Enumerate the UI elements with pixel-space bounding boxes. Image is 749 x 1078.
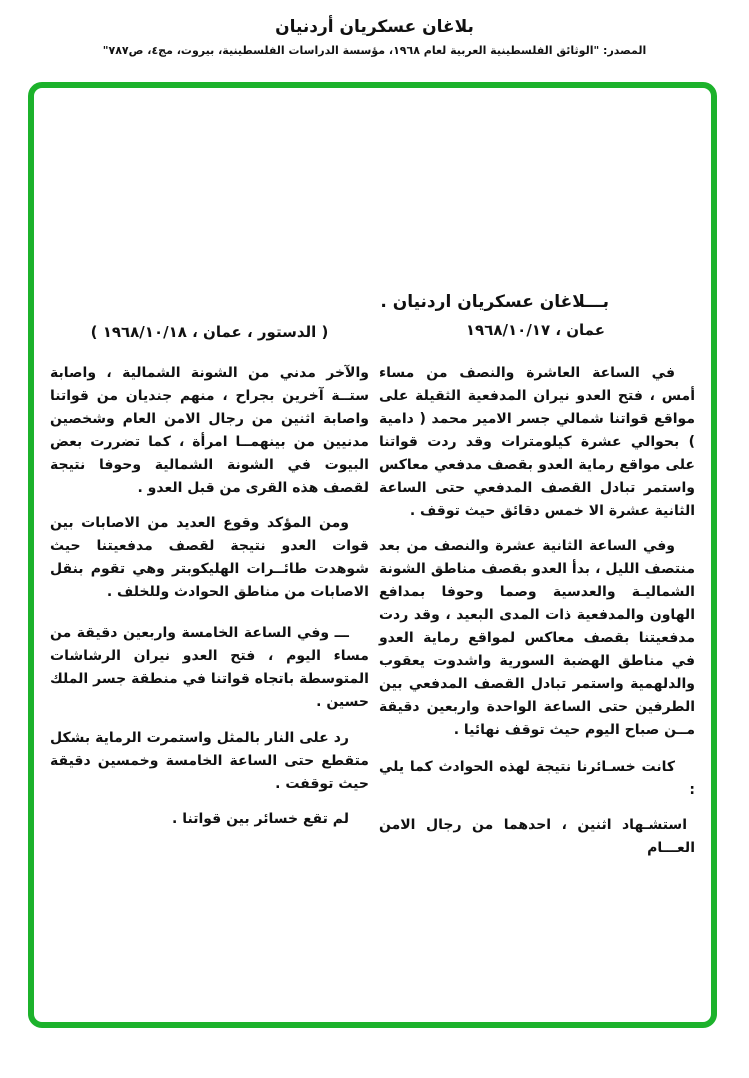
communique-losses-intro: كانت خسـائرنا نتيجة لهذه الحوادث كما يلي : xyxy=(378,759,695,798)
communique-paragraph: والآخر مدني من الشونة الشمالية ، واصابة ستــة آخرين بجراح ، منهم جنديان من قواتنا واصابة اثنين من رجال الامن العام وشخصين مدنيين من بينهمــا امرأة ، كما تضررت بعض البيوت في الشونة الشمالية وحوفا نتيجة لقصف هذه القرى من قبل العدو . xyxy=(50,365,369,496)
communique-column-right xyxy=(379,88,695,1022)
communique-losses-line: استشـهاد اثنين ، احدهما من رجال الامن العـــام xyxy=(378,817,695,856)
communique-dateline-addustour-18-10-1968: ( الدستور ، عمان ، ١٩٦٨/١٠/١٨ ) xyxy=(90,323,329,341)
communique-column-left xyxy=(50,88,369,1022)
document-title: بلاغان عسكريان أردنيان xyxy=(275,17,474,37)
scanned-page-columns xyxy=(34,88,711,1022)
communique-paragraph: ـــ وفي الساعة الخامسة واربعين دقيقة من مساء اليوم ، فتح العدو نيران الرشاشات المتوسطة باتجاه قواتنا في منطقة جسر الملك حسين . xyxy=(50,625,369,710)
communique-paragraph: وفي الساعة الثانية عشرة والنصف من بعد منتصف الليل ، بدأ العدو بقصف مناطق الشونة الشماليـة والعدسية وصما وحوفا بمدافع الهاون والمدفعية ذات المدى البعيد ، وقد ردت مدفعيتنا بقصف معاكس لمواقع رماية العدو في مناطق الهضبة السورية واشدوت يعقوب والدلهمية واستمر تبادل القصف المدفعي بين الطرفين حتى الساعة الواحدة واربعين دقيقة مــن صباح اليوم حيث توقف نهائيا . xyxy=(378,538,695,738)
green-annotation-frame xyxy=(28,82,717,1028)
page-header xyxy=(0,0,749,57)
communique-dateline-amman-17-10-1968: عمان ، ١٩٦٨/١٠/١٧ xyxy=(465,321,605,339)
communique-paragraph: رد على النار بالمثل واستمرت الرماية بشكل متقطع حتى الساعة الخامسة وخمسين دقيقة حيث توقفت . xyxy=(50,730,369,792)
source-citation: المصدر: "الوثائق الفلسطينية العربية لعام ١٩٦٨، مؤسسة الدراسات الفلسطينية، بيروت، مج٤، ص٧٨٧" xyxy=(102,44,647,57)
communique-heading: بـــلاغان عسكريان اردنيان . xyxy=(380,292,609,312)
communique-no-losses-line: لم تقع خسائر بين قواتنا . xyxy=(172,811,349,827)
communique-paragraph: في الساعة العاشرة والنصف من مساء أمس ، فتح العدو نيران المدفعية الثقيلة على مواقع قواتنا شمالي جسر الامير محمد ( دامية ) بحوالي عشرة كيلومترات وقد ردت قواتنا على مواقع رماية العدو بقصف مدفعي معاكس واستمر تبادل القصف المدفعي حتى الساعة الثانية عشرة الا خمس دقائق حيث توقف . xyxy=(378,365,695,519)
communique-paragraph: ومن المؤكد وقوع العديد من الاصابات بين قوات العدو نتيجة لقصف مدفعيتنا حيث شوهدت طائــرات الهليكوبتر وهي تقوم بنقل الاصابات من مناطق الحوادث وللخلف . xyxy=(50,515,369,600)
